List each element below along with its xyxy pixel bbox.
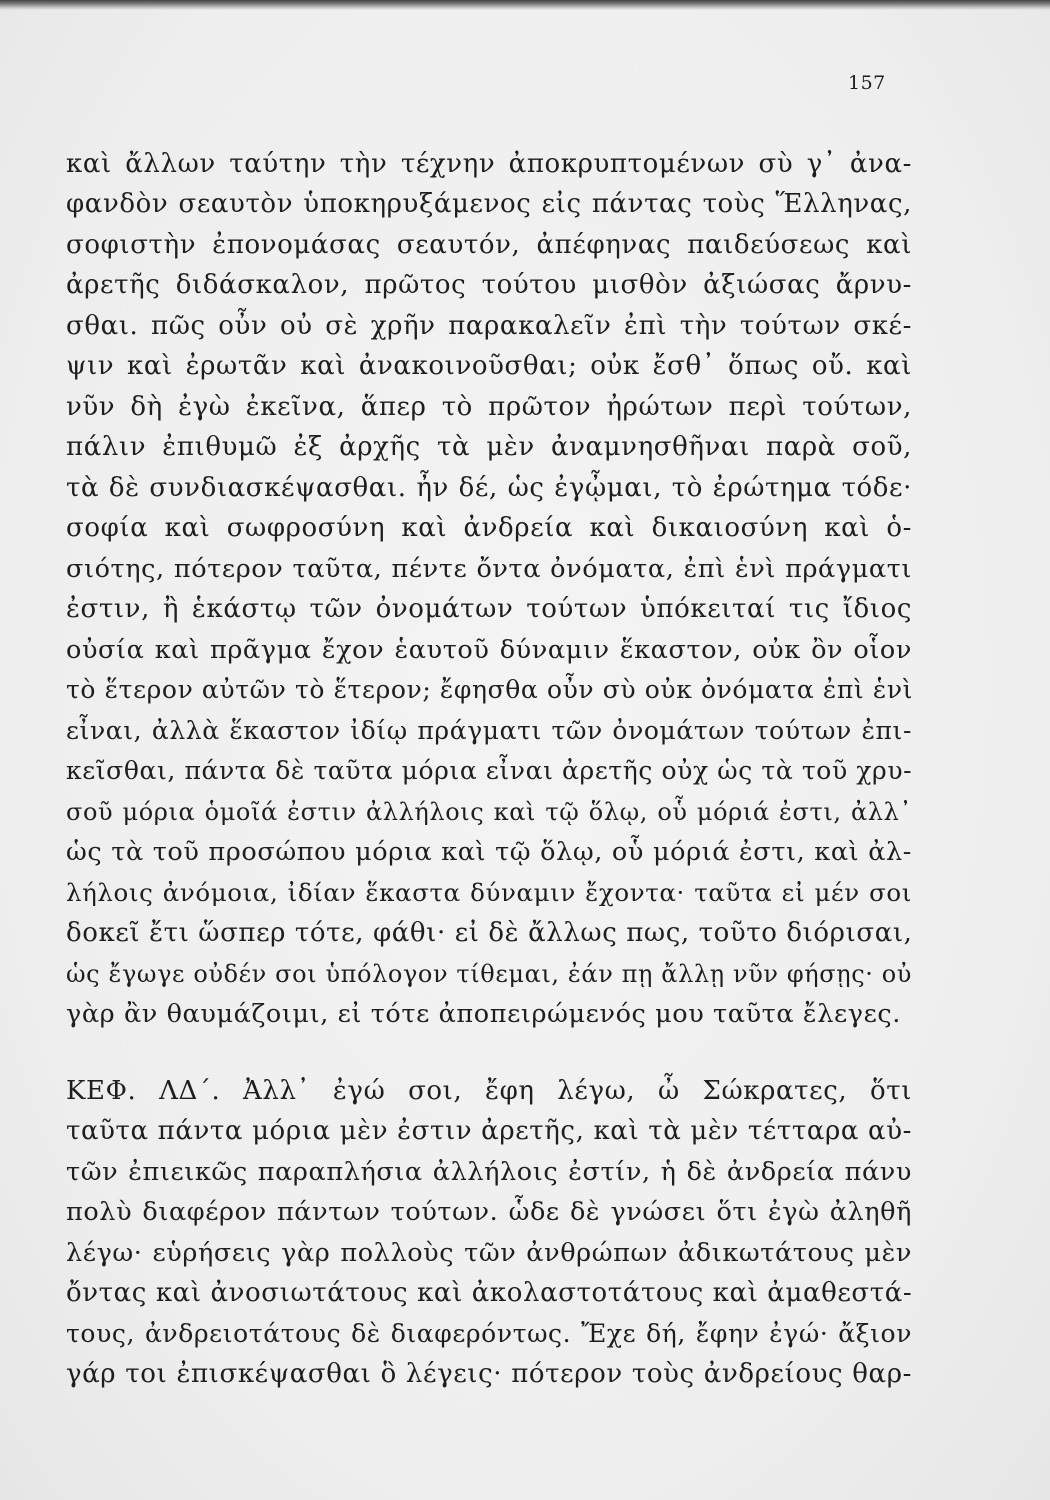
chapter-heading-line: ΚΕΦ. ΛΔ΄. Ἀλλ᾽ ἐγώ σοι, ἔφη λέγω, ὦ Σώκρατες, ὅτι (66, 1076, 912, 1106)
text-line: τῶν ἐπιεικῶς παραπλήσια ἀλλήλοις ἐστίν, ἡ δὲ ἀνδρεία πάνυ (66, 1157, 912, 1187)
text-line: φανδὸν σεαυτὸν ὑποκηρυξάμενος εἰς πάντας τοὺς Ἕλληνας, (66, 189, 912, 219)
text-line: ἐστιν, ἢ ἑκάστῳ τῶν ὀνομάτων τούτων ὑπόκειταί τις ἴδιος (66, 594, 912, 624)
text-line: λήλοις ἀνόμοια, ἰδίαν ἕκαστα δύναμιν ἔχοντα· ταῦτα εἰ μέν σοι (66, 878, 912, 907)
text-line: ψιν καὶ ἐρωτᾶν καὶ ἀνακοινοῦσθαι; οὐκ ἔσθ᾽ ὅπως οὔ. καὶ (66, 351, 912, 381)
text-line: λέγω· εὑρήσεις γὰρ πολλοὺς τῶν ἀνθρώπων ἀδικωτάτους μὲν (66, 1238, 912, 1268)
text-line: σιότης, πότερον ταῦτα, πέντε ὄντα ὀνόματα, ἐπὶ ἑνὶ πράγματι (66, 554, 912, 584)
text-line: ταῦτα πάντα μόρια μὲν ἐστιν ἀρετῆς, καὶ τὰ μὲν τέτταρα αὐ- (66, 1116, 912, 1146)
text-line: τὰ δὲ συνδιασκέψασθαι. ἦν δέ, ὡς ἐγᾦμαι, τὸ ἐρώτημα τόδε· (66, 473, 912, 503)
scan-top-edge (0, 0, 1050, 10)
text-line: καὶ ἄλλων ταύτην τὴν τέχνην ἀποκρυπτομένων σὺ γ᾽ ἀνα- (66, 149, 912, 179)
text-line: πολὺ διαφέρον πάντων τούτων. ὧδε δὲ γνώσει ὅτι ἐγὼ ἀληθῆ (66, 1197, 912, 1227)
text-line: κεῖσθαι, πάντα δὲ ταῦτα μόρια εἶναι ἀρετῆς οὐχ ὡς τὰ τοῦ χρυ- (66, 756, 913, 785)
text-line: ὡς ἔγωγε οὐδέν σοι ὑπόλογον τίθεμαι, ἐάν πῃ ἄλλῃ νῦν φήσῃς· οὐ (66, 960, 912, 988)
text-line: νῦν δὴ ἐγὼ ἐκεῖνα, ἅπερ τὸ πρῶτον ἠρώτων περὶ τούτων, (66, 392, 912, 422)
page-number: 157 (848, 72, 886, 94)
text-line: ὄντας καὶ ἀνοσιωτάτους καὶ ἀκολαστοτάτους καὶ ἀμαθεστά- (66, 1278, 913, 1308)
text-line: πάλιν ἐπιθυμῶ ἐξ ἀρχῆς τὰ μὲν ἀναμνησθῆναι παρὰ σοῦ, (66, 432, 912, 462)
text-line: δοκεῖ ἔτι ὥσπερ τότε, φάθι· εἰ δὲ ἄλλως πως, τοῦτο διόρισαι, (66, 918, 913, 948)
text-line: γὰρ ἂν θαυμάζοιμι, εἰ τότε ἀποπειρώμενός μου ταῦτα ἔλεγες. (66, 999, 901, 1029)
text-line: σοῦ μόρια ὁμοῖά ἐστιν ἀλλήλοις καὶ τῷ ὅλῳ, οὗ μόριά ἐστι, ἀλλ᾽ (66, 798, 912, 826)
text-line: τους, ἀνδρειοτάτους δὲ διαφερόντως. Ἔχε δή, ἔφην ἐγώ· ἄξιον (66, 1319, 912, 1348)
text-line: οὐσία καὶ πρᾶγμα ἔχον ἑαυτοῦ δύναμιν ἕκαστον, οὐκ ὂν οἷον (66, 635, 912, 665)
text-line: ἀρετῆς διδάσκαλον, πρῶτος τούτου μισθὸν ἀξιώσας ἄρνυ- (66, 270, 912, 300)
text-line: τὸ ἕτερον αὐτῶν τὸ ἕτερον; ἔφησθα οὖν σὺ οὐκ ὀνόματα ἐπὶ ἑνὶ (66, 675, 914, 704)
text-line: εἶναι, ἀλλὰ ἕκαστον ἰδίῳ πράγματι τῶν ὀνομάτων τούτων ἐπι- (66, 716, 912, 745)
text-line: σοφιστὴν ἐπονομάσας σεαυτόν, ἀπέφηνας παιδεύσεως καὶ (66, 230, 912, 260)
text-line: γάρ τοι ἐπισκέψασθαι ὃ λέγεις· πότερον τοὺς ἀνδρείους θαρ- (66, 1359, 912, 1389)
text-line: σθαι. πῶς οὖν οὐ σὲ χρῆν παρακαλεῖν ἐπὶ τὴν τούτων σκέ- (66, 311, 912, 341)
text-line: ὡς τὰ τοῦ προσώπου μόρια καὶ τῷ ὅλῳ, οὗ μόριά ἐστι, καὶ ἀλ- (66, 837, 912, 867)
text-line: σοφία καὶ σωφροσύνη καὶ ἀνδρεία καὶ δικαιοσύνη καὶ ὁ- (66, 513, 912, 543)
